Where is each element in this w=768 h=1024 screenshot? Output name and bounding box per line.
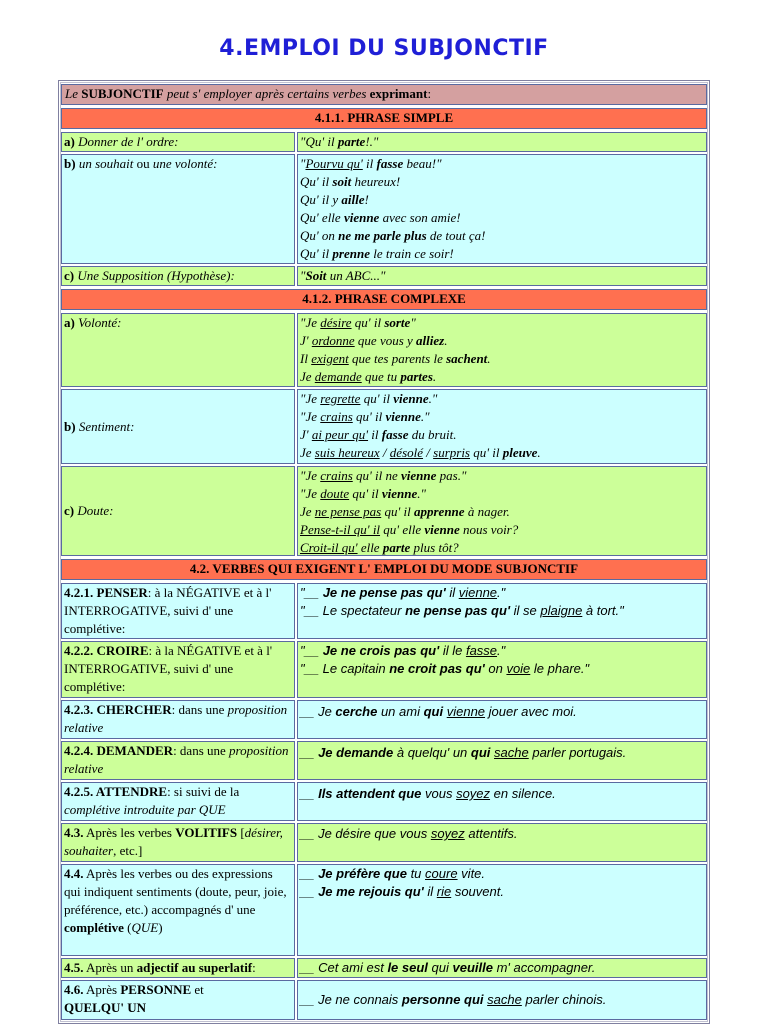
item-text: Hypothèse (171, 268, 227, 283)
simple-c-label (61, 266, 295, 286)
item-number: 4.5. (64, 960, 84, 975)
item-text: Donner de l' ordre: (74, 134, 179, 149)
text-fragment: qui (427, 960, 453, 975)
text-fragment: tu (406, 866, 426, 881)
text-fragment: m' accompagner. (492, 960, 596, 975)
item-number: 4.3. (64, 825, 84, 840)
verbe-chercher-label (61, 700, 295, 739)
example-text: " (300, 268, 306, 283)
text-fragment: exigent (311, 351, 349, 366)
item-text: un souhait (75, 156, 134, 171)
text-fragment: "Je (300, 468, 321, 483)
text-fragment: __ Je désire que vous (300, 826, 431, 841)
text-fragment: regrette (320, 391, 361, 406)
text-fragment: __ (300, 786, 319, 801)
item-letter: b) (64, 418, 76, 434)
text-fragment: beau!" (403, 156, 442, 171)
text-fragment: "Je (300, 315, 321, 330)
example-line (300, 485, 704, 503)
item-text: proposition relative (64, 743, 289, 776)
text-fragment: "Je (300, 391, 321, 406)
text-fragment: __ (300, 884, 319, 899)
item-text: [ (237, 825, 245, 840)
text-fragment: qu' il (349, 486, 382, 501)
text-fragment: un ami (377, 704, 424, 719)
item-text: et (191, 982, 204, 997)
text-fragment: ." (497, 585, 506, 600)
example-line (300, 467, 704, 485)
item-letter: a) (64, 134, 75, 149)
text-fragment: suis heureux (314, 445, 380, 460)
example-line (300, 703, 704, 721)
text-fragment: avec son amie! (379, 210, 461, 225)
verbe-penser-label (61, 583, 295, 639)
example-line (300, 660, 704, 678)
example-line (300, 368, 704, 386)
text-fragment: du bruit. (408, 427, 457, 442)
item-text: Après un (83, 960, 137, 975)
text-fragment: soit (332, 174, 352, 189)
text-fragment: vienne (385, 409, 421, 424)
text-fragment: ! (364, 192, 369, 207)
text-fragment: ." (420, 409, 430, 424)
text-fragment: Qu' il y (300, 192, 342, 207)
personne-quelquun-label (61, 980, 295, 1020)
item-letter: b) (64, 156, 76, 171)
text-fragment: le phare." (530, 661, 590, 676)
intro-text: peut s' employer après certains verbes (163, 86, 370, 101)
text-fragment: Je (300, 369, 315, 384)
complexe-b-examples (297, 389, 707, 464)
text-fragment: "Je (300, 409, 321, 424)
item-text: : à la NÉGATIVE et à l' INTERROGATIVE, suivi d' une complétive: (64, 585, 272, 636)
item-text: Une Supposition ( (74, 268, 172, 283)
item-text: Après les verbes (83, 825, 176, 840)
text-fragment: " (410, 315, 416, 330)
simple-b-examples (297, 154, 707, 264)
text-fragment: qu' il (470, 445, 503, 460)
text-fragment: qu' elle (380, 522, 425, 537)
text-fragment: Qu' il (300, 174, 333, 189)
verbe-attendre-example (297, 782, 707, 821)
text-fragment: partes (400, 369, 433, 384)
item-text: Après les verbes ou des expressions qui indiquent sentiments (doute, peur, joie, préférence, etc.) accompagnés d' une (64, 866, 287, 917)
text-fragment: crains (320, 409, 353, 424)
example-line (300, 503, 704, 521)
item-text: VOLITIFS (175, 825, 238, 840)
item-letter: a) (64, 315, 75, 330)
text-fragment: fasse (381, 427, 409, 442)
complexe-a-examples (297, 313, 707, 387)
text-fragment: __ Je (300, 704, 336, 719)
text-fragment: Qu' on (300, 228, 339, 243)
text-fragment: Je (300, 445, 315, 460)
text-fragment: vienne (393, 391, 429, 406)
text-fragment: qui (470, 745, 491, 760)
example-line (300, 350, 704, 368)
example-line (300, 314, 704, 332)
text-fragment: vienne (458, 585, 498, 600)
text-fragment: il le (439, 643, 466, 658)
text-fragment: il (368, 427, 382, 442)
complexe-b-label (61, 389, 295, 464)
item-text: Doute: (74, 503, 114, 518)
text-fragment: J' (300, 427, 312, 442)
example-text: un ABC..." (326, 268, 386, 283)
text-fragment: voie (506, 661, 531, 676)
item-text: : si suivi de la (167, 784, 240, 799)
text-fragment: qu' il (352, 409, 386, 424)
item-text: complétive (64, 920, 124, 935)
text-fragment: vite. (457, 866, 486, 881)
text-fragment: cerche (335, 704, 378, 719)
verbe-croire-examples (297, 641, 707, 698)
text-fragment: surpris (433, 445, 470, 460)
text-fragment: __ Cet ami est (300, 960, 388, 975)
text-fragment: Croit-il qu' (300, 540, 358, 555)
text-fragment: à nager. (464, 504, 510, 519)
item-number: 4.2.1. PENSER (64, 585, 148, 600)
item-number: 4.2.5. ATTENDRE (64, 784, 168, 799)
text-fragment: sachent (446, 351, 488, 366)
text-fragment: parler chinois. (521, 992, 607, 1007)
simple-b-label (61, 154, 295, 264)
example-line (300, 245, 704, 263)
item-text: une volonté: (152, 156, 218, 171)
personne-quelquun-example (297, 980, 707, 1020)
item-text: : dans une (171, 702, 228, 717)
example-line (300, 959, 704, 977)
text-fragment: Je (300, 504, 315, 519)
text-fragment: ." (497, 643, 506, 658)
example-line (300, 209, 704, 227)
item-number: 4.2.2. CROIRE (64, 643, 149, 658)
item-text: Sentiment: (75, 418, 135, 434)
example-line (300, 991, 704, 1009)
section-title: 4.1.2. PHRASE COMPLEXE (302, 291, 466, 306)
text-fragment: Je demande (318, 745, 394, 760)
text-fragment: sache (487, 992, 522, 1007)
adjectif-superlatif-example (297, 958, 707, 978)
text-fragment: . (487, 351, 491, 366)
example-line (300, 584, 704, 602)
example-line (300, 602, 704, 620)
text-fragment: heureux! (351, 174, 401, 189)
item-number: 4.6. (64, 982, 84, 997)
text-fragment: Qu' il (300, 246, 333, 261)
text-fragment: / (423, 445, 434, 460)
item-text: ) (158, 920, 163, 935)
example-line (300, 744, 704, 762)
text-fragment: Qu' elle (300, 210, 344, 225)
text-fragment: il (362, 156, 377, 171)
text-fragment: "__ (300, 643, 323, 658)
text-fragment: qu' il (360, 391, 394, 406)
example-line (300, 865, 704, 883)
text-fragment: ordonne (311, 333, 355, 348)
example-line (300, 390, 704, 408)
simple-a-label (61, 132, 295, 152)
text-fragment: ne pense pas (314, 504, 382, 519)
text-fragment: "__ (300, 585, 323, 600)
verbes-volitifs-example (297, 823, 707, 862)
item-number: 4.4. (64, 866, 84, 881)
example-line (300, 444, 704, 462)
page-title: 4.EMPLOI DU SUBJONCTIF (219, 36, 549, 61)
text-fragment: Je ne pense pas qu' (322, 585, 446, 600)
example-verb: Soit (305, 268, 327, 283)
text-fragment: fasse (465, 643, 498, 658)
simple-c-example (297, 266, 707, 286)
text-fragment: Je préfère que (318, 866, 407, 881)
complexe-a-label (61, 313, 295, 387)
text-fragment: pleuve (502, 445, 538, 460)
item-number: 4.2.3. CHERCHER (64, 702, 172, 717)
text-fragment: parler portugais. (528, 745, 627, 760)
intro-text: Le (65, 86, 82, 101)
text-fragment: en silence. (490, 786, 556, 801)
item-text: proposition relative (64, 702, 288, 735)
text-fragment: Je me rejouis qu' (318, 884, 424, 899)
item-text: adjectif au superlatif (136, 960, 253, 975)
complexe-c-examples (297, 466, 707, 556)
complexe-c-label (61, 466, 295, 556)
text-fragment: parte (382, 540, 411, 555)
text-fragment: ai peur qu' (311, 427, 369, 442)
section-title: 4.2. VERBES QUI EXIGENT L' EMPLOI DU MODE SUBJONCTIF (189, 561, 579, 576)
text-fragment: plus tôt? (410, 540, 459, 555)
text-fragment: ne me parle plus (338, 228, 427, 243)
text-fragment: __ (300, 745, 319, 760)
item-text: ): (226, 268, 235, 283)
verbes-sentiments-label (61, 864, 295, 956)
verbe-chercher-example (297, 700, 707, 739)
text-fragment: vienne (446, 704, 486, 719)
text-fragment: vous (421, 786, 457, 801)
text-fragment: apprenne (414, 504, 465, 519)
text-fragment: qu' il ne (352, 468, 402, 483)
item-text: , etc.] (113, 843, 143, 858)
text-fragment: vienne (401, 468, 437, 483)
intro-colon: : (427, 86, 432, 101)
text-fragment: que vous y (354, 333, 417, 348)
text-fragment: demande (314, 369, 362, 384)
text-fragment: qui (423, 704, 444, 719)
text-fragment: "Je (300, 486, 321, 501)
text-fragment: désolé (389, 445, 424, 460)
text-fragment: Pourvu qu' (305, 156, 363, 171)
text-fragment: ." (417, 486, 427, 501)
text-fragment: prenne (332, 246, 370, 261)
text-fragment: jouer avec moi. (485, 704, 577, 719)
text-fragment: le train ce soir! (369, 246, 454, 261)
verbes-volitifs-label (61, 823, 295, 862)
text-fragment: doute (320, 486, 350, 501)
text-fragment: "__ Le spectateur (300, 603, 406, 618)
text-fragment: ne croit pas qu' (389, 661, 485, 676)
intro-subjonctif: SUBJONCTIF (81, 86, 164, 101)
text-fragment: que tu (361, 369, 401, 384)
text-fragment: "__ Le capitain (300, 661, 390, 676)
text-fragment: soyez (456, 786, 491, 801)
text-fragment: sorte (384, 315, 411, 330)
example-verb: parte (337, 134, 366, 149)
text-fragment: soyez (430, 826, 465, 841)
item-text: PERSONNE (120, 982, 192, 997)
text-fragment: souvent. (451, 884, 504, 899)
section-verbes (61, 559, 707, 580)
example-line (300, 408, 704, 426)
text-fragment: aille (341, 192, 365, 207)
example-line (300, 332, 704, 350)
item-text: Volonté: (74, 315, 122, 330)
text-fragment: on (484, 661, 507, 676)
text-fragment: de tout ça! (426, 228, 486, 243)
item-text: : dans une (173, 743, 230, 758)
text-fragment: il (445, 585, 459, 600)
text-fragment: . (432, 369, 437, 384)
item-text: complétive introduite par QUE (64, 802, 226, 817)
text-fragment: il se (510, 603, 541, 618)
text-fragment: le seul (387, 960, 428, 975)
verbe-croire-label (61, 641, 295, 698)
intro-row (61, 84, 707, 105)
text-fragment: pas." (436, 468, 467, 483)
text-fragment: . (444, 333, 448, 348)
example-line (300, 825, 704, 843)
example-line (300, 191, 704, 209)
text-fragment: ne pense pas qu' (405, 603, 511, 618)
item-text: ( (123, 920, 132, 935)
section-phrase-simple (61, 108, 707, 129)
adjectif-superlatif-label (61, 958, 295, 978)
item-text: QUE (131, 920, 159, 935)
verbe-attendre-label (61, 782, 295, 821)
section-phrase-complexe (61, 289, 707, 310)
item-text: : à la NÉGATIVE et à l' INTERROGATIVE, suivi d' une complétive: (64, 643, 273, 694)
text-fragment: qu' il (381, 504, 414, 519)
example-line (300, 173, 704, 191)
verbe-demander-example (297, 741, 707, 780)
text-fragment: que tes parents le (348, 351, 447, 366)
text-fragment: vienne (343, 210, 380, 225)
text-fragment: Il (300, 351, 312, 366)
text-fragment: coure (425, 866, 458, 881)
example-line (300, 521, 704, 539)
item-text: désirer, souhaiter (64, 825, 283, 858)
section-title: 4.1.1. PHRASE SIMPLE (314, 110, 454, 125)
example-line (300, 155, 704, 173)
item-text: QUELQU' UN (64, 1000, 146, 1015)
text-fragment: Je ne crois pas qu' (322, 643, 440, 658)
text-fragment: ." (428, 391, 438, 406)
text-fragment: . (537, 445, 541, 460)
text-fragment: à quelqu' un (393, 745, 471, 760)
text-fragment: veuille (452, 960, 493, 975)
text-fragment: Pense-t-il qu' il (300, 522, 381, 537)
item-letter: c) (64, 268, 75, 283)
text-fragment: rie (436, 884, 452, 899)
verbe-demander-label (61, 741, 295, 780)
example-line (300, 227, 704, 245)
text-fragment: qu' il (351, 315, 385, 330)
item-text: : (252, 960, 256, 975)
example-line (300, 785, 704, 803)
text-fragment: personne qui (401, 992, 484, 1007)
item-text: Après (83, 982, 121, 997)
text-fragment: il (423, 884, 437, 899)
item-letter: c) (64, 503, 75, 518)
text-fragment: " (300, 156, 306, 171)
text-fragment: plaigne (540, 603, 583, 618)
text-fragment: sache (494, 745, 529, 760)
text-fragment: __ (300, 866, 319, 881)
item-number: 4.2.4. DEMANDER (64, 743, 174, 758)
text-fragment: __ Je ne connais (300, 992, 402, 1007)
text-fragment: attentifs. (464, 826, 518, 841)
intro-exprimant: exprimant (369, 86, 428, 101)
text-fragment: désire (320, 315, 352, 330)
simple-a-example (297, 132, 707, 152)
text-fragment: vienne (424, 522, 460, 537)
example-text: "Qu' il (300, 134, 338, 149)
example-line (300, 642, 704, 660)
text-fragment: vienne (381, 486, 418, 501)
text-fragment: J' (300, 333, 312, 348)
verbe-penser-examples (297, 583, 707, 639)
text-fragment: nous voir? (459, 522, 519, 537)
example-line (300, 883, 704, 901)
example-line (300, 539, 704, 556)
item-text: ou (133, 156, 153, 171)
text-fragment: fasse (376, 156, 404, 171)
text-fragment: à tort." (582, 603, 624, 618)
text-fragment: alliez (416, 333, 445, 348)
verbes-sentiments-examples (297, 864, 707, 956)
text-fragment: elle (357, 540, 383, 555)
text-fragment: / (379, 445, 390, 460)
example-text: !." (365, 134, 379, 149)
text-fragment: Ils attendent que (318, 786, 422, 801)
example-line (300, 426, 704, 444)
text-fragment: crains (320, 468, 353, 483)
